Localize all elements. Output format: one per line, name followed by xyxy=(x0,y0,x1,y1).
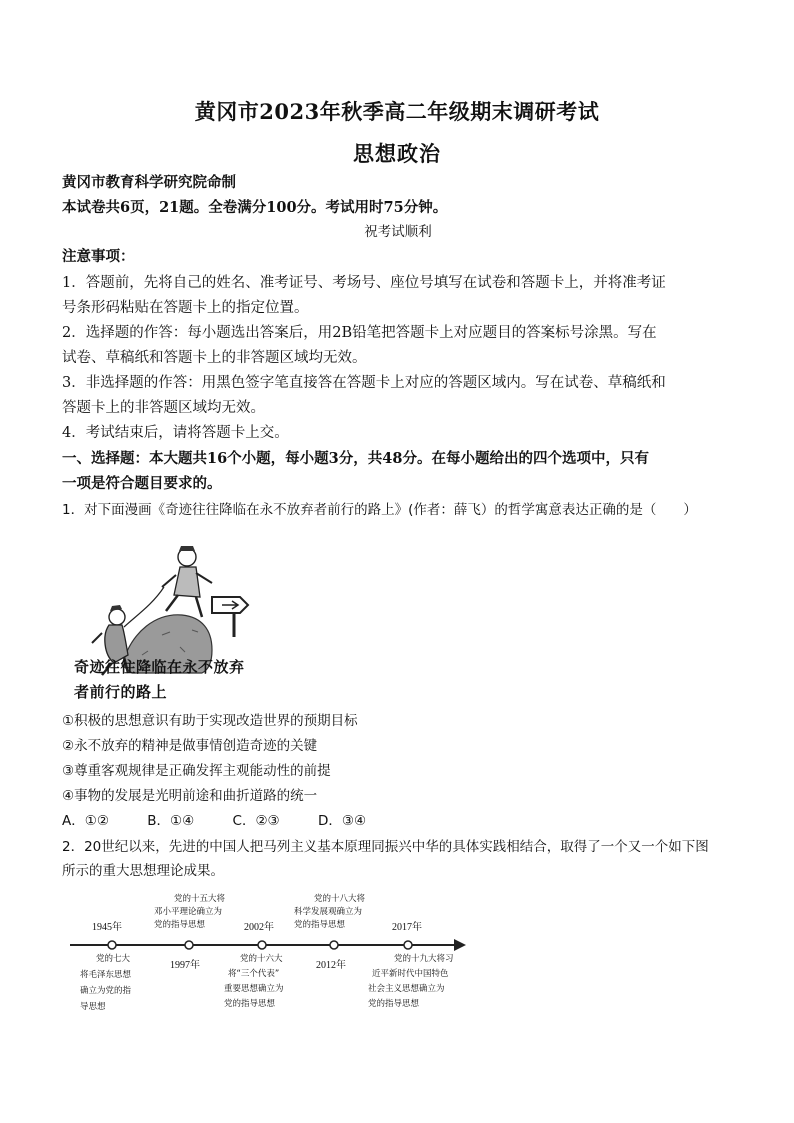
question-2-stem-line-1: 2．20世纪以来，先进的中国人把马列主义基本原理同振兴中华的具体实践相结合，取得了一个又一个如下图 xyxy=(62,839,709,855)
question-1-stem: 1．对下面漫画《奇迹往往降临在永不放弃者前行的路上》(作者：薛飞）的哲学寓意表达正确的是（ ） xyxy=(62,502,697,518)
event-2002-line-2: 将“三个代表” xyxy=(228,969,280,979)
note-2-line-1: 2．选择题的作答：每小题选出答案后，用2B铅笔把答题卡上对应题目的答案标号涂黑。写在 xyxy=(62,325,657,341)
timeline-diagram xyxy=(62,890,472,1020)
cartoon-caption-line-1: 奇迹往往降临在永不放弃 xyxy=(74,658,245,676)
year-1997: 1997年 xyxy=(170,960,200,971)
event-2017-line-2: 近平新时代中国特色 xyxy=(372,969,449,979)
choice-d: D．③④ xyxy=(317,813,367,829)
event-1945-line-4: 导思想 xyxy=(80,1002,106,1012)
q1-statement-4: ④事物的发展是光明前途和曲折道路的统一 xyxy=(62,788,318,804)
note-3-line-1: 3．非选择题的作答：用黑色签字笔直接答在答题卡上对应的答题区域内。写在试卷、草稿纸和 xyxy=(62,375,666,391)
subject-title: 思想政治 xyxy=(353,141,441,166)
marker-1945 xyxy=(108,941,116,949)
cartoon-caption-line-2: 者前行的路上 xyxy=(74,683,168,701)
year-1945: 1945年 xyxy=(92,922,122,933)
q1-statement-1: ①积极的思想意识有助于实现改造世界的预期目标 xyxy=(62,713,358,729)
year-2002: 2002年 xyxy=(244,922,274,933)
good-luck: 祝考试顺利 xyxy=(364,224,432,240)
section-1-line-2: 一项是符合题目要求的。 xyxy=(62,475,222,492)
marker-2002 xyxy=(258,941,266,949)
marker-2017 xyxy=(404,941,412,949)
section-1-line-1: 一、选择题：本大题共16个小题，每小题3分，共48分。在每小题给出的四个选项中，只有 xyxy=(62,450,649,467)
note-4: 4．考试结束后，请将答题卡上交。 xyxy=(62,425,289,441)
q1-statement-2: ②永不放弃的精神是做事情创造奇迹的关键 xyxy=(62,738,318,754)
exam-title: 黄冈市2023年秋季高二年级期末调研考试 xyxy=(194,99,600,124)
org-line: 黄冈市教育科学研究院命制 xyxy=(62,174,236,191)
choice-a: A．①② xyxy=(62,813,109,829)
event-2017-line-1: 党的十九大将习 xyxy=(394,954,454,964)
event-1997-line-2: 邓小平理论确立为 xyxy=(154,907,223,917)
marker-2012 xyxy=(330,941,338,949)
year-2012: 2012年 xyxy=(316,960,346,971)
event-2002-line-3: 重要思想确立为 xyxy=(224,984,284,994)
notes-heading: 注意事项： xyxy=(62,248,135,265)
event-1945-line-1: 党的七大 xyxy=(96,954,131,964)
choice-b: B．①④ xyxy=(147,813,195,829)
event-2012-line-3: 党的指导思想 xyxy=(294,920,346,930)
event-1997-line-1: 党的十五大将 xyxy=(174,894,226,904)
note-3-line-2: 答题卡上的非答题区域均无效。 xyxy=(62,400,265,416)
timeline-arrow xyxy=(454,939,466,951)
q1-choices xyxy=(62,811,734,831)
year-2017: 2017年 xyxy=(392,922,422,933)
event-1945-line-3: 确立为党的指 xyxy=(80,986,132,996)
event-2017-line-3: 社会主义思想确立为 xyxy=(368,984,445,994)
note-2-line-2: 试卷、草稿纸和答题卡上的非答题区域均无效。 xyxy=(62,350,367,366)
exam-info: 本试卷共6页，21题。全卷满分100分。考试用时75分钟。 xyxy=(62,199,448,216)
note-1-line-2: 号条形码粘贴在答题卡上的指定位置。 xyxy=(62,300,309,316)
event-2002-line-4: 党的指导思想 xyxy=(224,999,276,1009)
event-2012-line-1: 党的十八大将 xyxy=(314,894,366,904)
event-2017-line-4: 党的指导思想 xyxy=(368,999,420,1009)
choice-c: C．②③ xyxy=(232,813,280,829)
note-1-line-1: 1．答题前，先将自己的姓名、准考证号、考场号、座位号填写在试卷和答题卡上，并将准考证 xyxy=(62,275,666,291)
question-2-stem-line-2: 所示的重大思想理论成果。 xyxy=(62,863,224,879)
q1-statement-3: ③尊重客观规律是正确发挥主观能动性的前提 xyxy=(62,763,331,779)
marker-1997 xyxy=(185,941,193,949)
event-2012-line-2: 科学发展观确立为 xyxy=(294,907,363,917)
event-2002-line-1: 党的十六大 xyxy=(240,954,283,964)
event-1997-line-3: 党的指导思想 xyxy=(154,920,206,930)
event-1945-line-2: 将毛泽东思想 xyxy=(80,970,132,980)
